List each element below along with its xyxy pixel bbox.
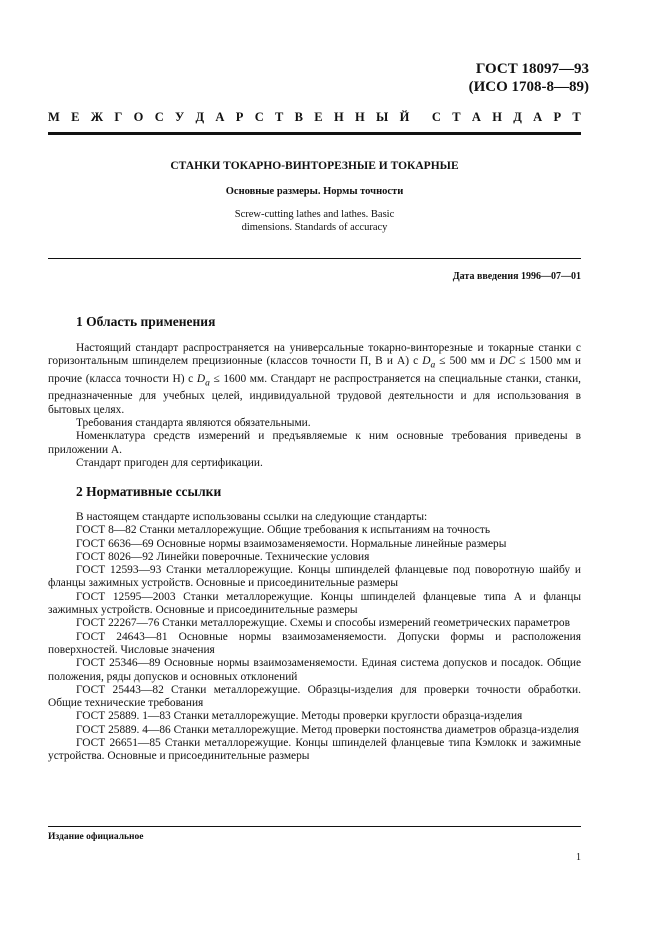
- paragraph: Стандарт пригоден для сертификации.: [76, 456, 263, 469]
- banner-letter: Ж: [90, 110, 104, 124]
- reference-line: ГОСТ 25889. 1—83 Станки металлорежущие. Методы проверки круглости образца-изделия: [76, 710, 523, 723]
- english-title-line: Screw-cutting lathes and lathes. Basic: [234, 209, 395, 220]
- banner-letter: М: [48, 110, 60, 124]
- reference-line: ГОСТ 26651—85 Станки металлорежущие. Концы шпинделей фланцевые типа Кэмлокк и зажимные устройства. Основные и присоединительные размеры: [48, 737, 581, 763]
- banner-letter: Р: [553, 110, 562, 124]
- banner-letter: А: [471, 110, 481, 124]
- banner-letter: А: [533, 110, 543, 124]
- document-codes: [469, 60, 589, 96]
- paragraph: Номенклатура средств измерений и предъявляемые к ним основные требования приведены в приложении А.: [48, 430, 581, 456]
- banner-letter: Н: [354, 110, 365, 124]
- header-rule: [48, 132, 581, 135]
- banner-letter: Д: [513, 110, 522, 124]
- banner-letter: Е: [71, 110, 80, 124]
- banner-letter: Й: [399, 110, 410, 124]
- banner-letter: Т: [572, 110, 581, 124]
- footer-rule: [48, 826, 581, 827]
- banner-letter: Е: [314, 110, 323, 124]
- gost-code: ГОСТ 18097—93: [475, 61, 589, 77]
- banner-letter: Д: [195, 110, 205, 124]
- reference-line: ГОСТ 12593—93 Станки металлорежущие. Концы шпинделей фланцевые под поворотную шайбу и фланцы зажимных устройств. Основные и присоединительные размеры: [48, 564, 581, 590]
- banner-letter: С: [254, 110, 264, 124]
- official-edition-label: Издание официальное: [48, 832, 144, 842]
- reference-line: ГОСТ 25889. 4—86 Станки металлорежущие. Метод проверки постоянства диаметров образца-изделия: [76, 723, 580, 736]
- reference-line: В настоящем стандарте использованы ссылки на следующие стандарты:: [76, 511, 428, 523]
- english-title: [48, 208, 581, 234]
- banner-letter: Ы: [376, 110, 389, 124]
- reference-line: ГОСТ 24643—81 Основные нормы взаимозаменяемости. Допуски формы и расположения поверхностей. Числовые значения: [48, 630, 581, 656]
- introduction-date: Дата введения 1996—07—01: [452, 271, 581, 282]
- banner-letter: С: [154, 110, 164, 124]
- section-1-body: [48, 342, 581, 470]
- banner-letter: А: [215, 110, 225, 124]
- reference-line: ГОСТ 6636—69 Основные нормы взаимозаменяемости. Нормальные линейные размеры: [76, 537, 507, 550]
- section-1-heading: 1 Область применения: [76, 314, 216, 329]
- banner-letter: С: [431, 110, 441, 124]
- banner-letter: Н: [333, 110, 344, 124]
- banner-letter: Н: [492, 110, 502, 124]
- banner-letter: Г: [114, 110, 123, 124]
- paragraph: Требования стандарта являются обязательными.: [76, 417, 311, 430]
- reference-line: ГОСТ 25346—89 Основные нормы взаимозаменяемости. Единая система допусков и посадок. Общие положения, ряды допусков и основных отклонений: [48, 657, 581, 683]
- english-title-line: dimensions. Standards of accuracy: [241, 222, 388, 233]
- reference-line: ГОСТ 8—82 Станки металлорежущие. Общие требования к испытаниям на точность: [76, 524, 491, 537]
- reference-line: ГОСТ 8026—92 Линейки поверочные. Технические условия: [76, 550, 370, 563]
- section-2-body: [48, 511, 581, 764]
- banner-letter: У: [175, 110, 185, 124]
- banner-letter: Т: [452, 110, 461, 124]
- paragraph: Настоящий стандарт распространяется на универсальные токарно-винторезные и токарные станки с горизонтальным шпинделем прецизионные (классов точности П, В и А) с $D_a \le 500$ мм и DC ≤ 1500 мм и прочие (класса точности Н) с $D_a \le 1600$ мм. Стандарт не распространяется на специальные станки, станки, предназначенные для учебных целей, индивидуальной трудовой деятельности и для использования в бытовых целях.: [48, 342, 582, 416]
- page-number: 1: [576, 852, 581, 863]
- banner-letter: В: [294, 110, 303, 124]
- banner-letter: Р: [235, 110, 244, 124]
- standard-type-banner: [48, 110, 581, 125]
- document-subtitle: Основные размеры. Нормы точности: [225, 186, 404, 197]
- reference-line: ГОСТ 22267—76 Станки металлорежущие. Схемы и способы измерений геометрических параметров: [76, 617, 570, 630]
- reference-line: ГОСТ 25443—82 Станки металлорежущие. Образцы-изделия для проверки точности обработки. Общие технические требования: [48, 683, 581, 710]
- reference-line: ГОСТ 12595—2003 Станки металлорежущие. Концы шпинделей фланцевые типа А и фланцы зажимных устройств. Основные и присоединительные размеры: [48, 590, 581, 617]
- document-title: СТАНКИ ТОКАРНО-ВИНТОРЕЗНЫЕ И ТОКАРНЫЕ: [170, 160, 459, 172]
- section-2-heading: 2 Нормативные ссылки: [76, 484, 222, 499]
- title-rule: [48, 258, 581, 259]
- banner-letter: О: [133, 110, 144, 124]
- iso-code: (ИСО 1708-8—89): [468, 79, 589, 95]
- banner-letter: Т: [275, 110, 284, 124]
